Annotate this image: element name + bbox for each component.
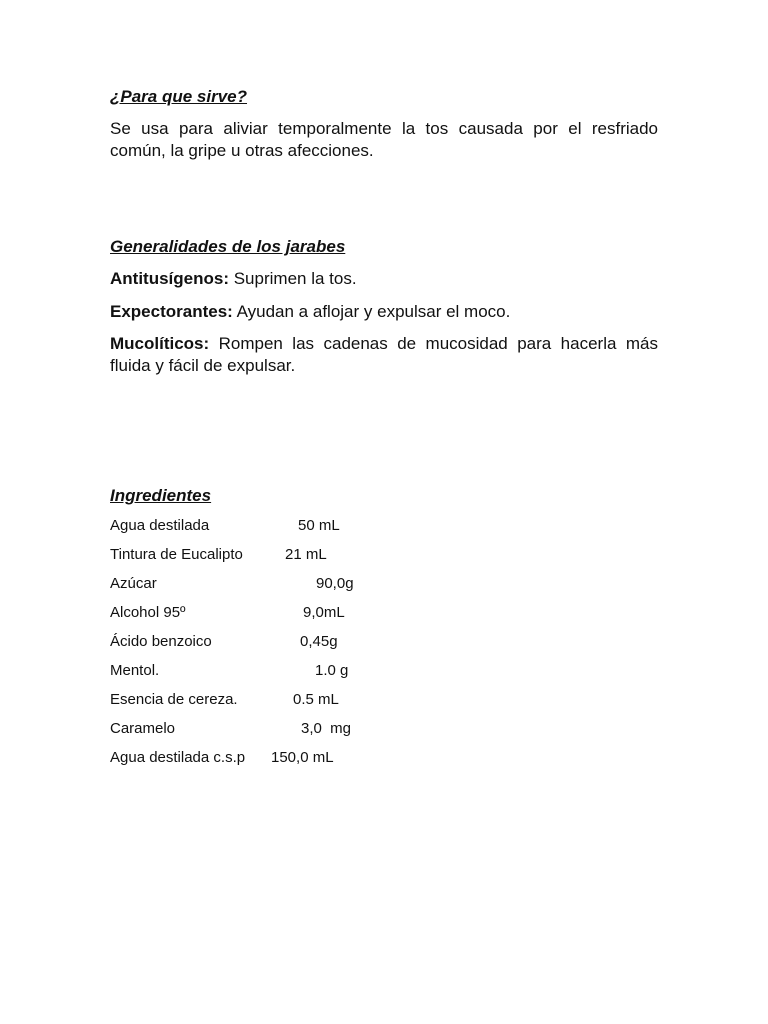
definition-text-mucoliticos: Rompen las cadenas de mucosidad para hacerla más fluida y fácil de expulsar.: [110, 334, 658, 375]
ingredient-row: [110, 748, 510, 768]
ingredient-quantity: 150,0 mL: [271, 749, 334, 766]
ingredient-row: [110, 719, 510, 739]
ingredient-name: Agua destilada: [110, 517, 210, 534]
ingredient-name: Agua destilada c.s.p: [110, 749, 246, 766]
ingredient-quantity: 9,0mL: [303, 604, 345, 621]
ingredient-row: [110, 603, 510, 623]
paragraph-uso: Se usa para aliviar temporalmente la tos causada por el resfriado común, la gripe u otras afecciones.: [110, 119, 658, 160]
ingredient-row: [110, 516, 510, 536]
term-expectorantes: Expectorantes:: [110, 302, 233, 321]
heading-generalidades: Generalidades de los jarabes: [110, 237, 346, 256]
ingredient-quantity: 50 mL: [298, 517, 340, 534]
ingredient-name: Mentol.: [110, 662, 160, 679]
ingredient-quantity: 0.5 mL: [293, 691, 339, 708]
ingredient-quantity: 21 mL: [285, 546, 327, 563]
heading-para-que-sirve: ¿Para que sirve?: [110, 87, 248, 106]
ingredient-name: Azúcar: [110, 575, 157, 592]
ingredient-quantity: 0,45g: [300, 633, 338, 650]
definition-text-expectorantes: Ayudan a aflojar y expulsar el moco.: [232, 302, 511, 321]
definition-text-antitusigenos: Suprimen la tos.: [229, 269, 357, 288]
ingredient-quantity: 90,0g: [316, 575, 354, 592]
ingredient-name: Tintura de Eucalipto: [110, 546, 243, 563]
term-mucoliticos: Mucolíticos:: [110, 334, 210, 353]
heading-ingredientes: Ingredientes: [110, 486, 212, 505]
definition-expectorantes: [110, 301, 658, 323]
ingredient-name: Esencia de cereza.: [110, 691, 238, 708]
ingredient-row: [110, 545, 510, 565]
ingredient-quantity: 1.0 g: [315, 662, 349, 679]
ingredient-name: Ácido benzoico: [110, 633, 212, 650]
ingredient-row: [110, 661, 510, 681]
ingredient-quantity: 3,0 mg: [301, 720, 352, 737]
term-antitusigenos: Antitusígenos:: [110, 269, 229, 288]
definition-antitusigenos: [110, 268, 658, 290]
ingredient-name: Alcohol 95º: [110, 604, 186, 621]
ingredient-row: [110, 632, 510, 652]
ingredient-name: Caramelo: [110, 720, 176, 737]
definition-mucoliticos: [110, 333, 658, 377]
ingredient-row: [110, 574, 510, 594]
ingredient-row: [110, 690, 510, 710]
